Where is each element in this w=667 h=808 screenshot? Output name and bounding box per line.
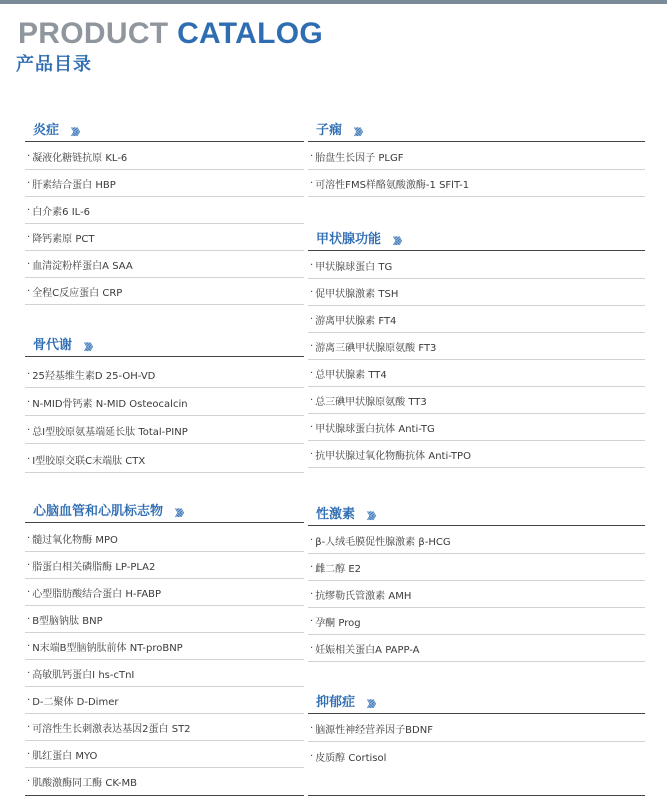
item-text: 高敏肌钙蛋白I hs-cTnI [32, 669, 135, 681]
section-title: 抑郁症 [316, 695, 356, 710]
bullet-icon: · [27, 231, 31, 243]
list-item [308, 715, 645, 742]
chevrons-icon: 》》》》 [84, 343, 95, 353]
bullet-icon: · [310, 340, 314, 352]
item-text: 心型脂肪酸结合蛋白 H-FABP [32, 588, 162, 600]
bullet-icon: · [27, 640, 31, 652]
section-title: 性激素 [316, 507, 356, 522]
item-text: 抗缪勒氏管激素 AMH [315, 590, 412, 602]
item-text: B型脑钠肽 BNP [32, 615, 103, 627]
title-part-catalog: CATALOG [177, 17, 324, 50]
item-text: 肌酸激酶同工酶 CK-MB [32, 778, 137, 789]
list-item [308, 170, 645, 197]
list-item [25, 224, 304, 251]
bullet-icon: · [310, 394, 314, 406]
list-item [25, 417, 304, 444]
item-text: 脑源性神经营养因子BDNF [315, 724, 433, 736]
bullet-icon: · [310, 259, 314, 271]
item-text: 胎盘生长因子 PLGF [315, 152, 404, 164]
item-text: 可溶性生长刺激表达基因2蛋白 ST2 [32, 723, 191, 735]
list-item [25, 633, 304, 660]
chevrons-icon: 》》》》 [367, 512, 378, 522]
list-item [25, 446, 304, 473]
list-item [308, 252, 645, 279]
list-item [25, 170, 304, 197]
item-text: 妊娠相关蛋白A PAPP-A [315, 644, 420, 656]
item-text: β-人绒毛膜促性腺激素 β-HCG [315, 536, 451, 548]
list-item [308, 527, 645, 554]
bullet-icon: · [27, 424, 31, 436]
list-item [25, 143, 304, 170]
bullet-icon: · [310, 286, 314, 298]
page-subtitle: 产品目录 [16, 54, 92, 75]
list-item [25, 606, 304, 633]
item-text: 总甲状腺素 TT4 [315, 369, 387, 381]
section-header-preeclampsia [308, 116, 645, 142]
item-text: D-二聚体 D-Dimer [32, 696, 119, 708]
bullet-icon: · [27, 748, 31, 760]
bullet-icon: · [27, 694, 31, 706]
bullet-icon: · [310, 588, 314, 600]
list-item [25, 741, 304, 768]
item-text: 皮质醇 Cortisol [315, 753, 387, 764]
item-text: 降钙素原 PCT [32, 233, 95, 245]
section-title: 骨代谢 [33, 338, 73, 353]
list-item [308, 608, 645, 635]
bullet-icon: · [27, 285, 31, 297]
top-accent-bar [0, 0, 667, 4]
list-item [308, 333, 645, 360]
list-item [25, 197, 304, 224]
list-item [25, 660, 304, 687]
bullet-icon: · [27, 532, 31, 544]
title-part-product: PRODUCT [18, 17, 178, 50]
bullet-icon: · [310, 615, 314, 627]
item-text: 全程C反应蛋白 CRP [32, 287, 123, 299]
section-header-thyroid [308, 225, 645, 251]
item-text: 脂蛋白相关磷脂酶 LP-PLA2 [32, 561, 156, 573]
bullet-icon: · [310, 448, 314, 460]
list-item [308, 581, 645, 608]
section-title: 甲状腺功能 [316, 232, 382, 247]
chevrons-icon: 》》》》 [367, 700, 378, 710]
list-item [25, 278, 304, 305]
list-item [308, 387, 645, 414]
list-item [308, 143, 645, 170]
list-item [308, 279, 645, 306]
item-text: 甲状腺球蛋白抗体 Anti-TG [315, 423, 435, 435]
list-item [25, 552, 304, 579]
list-item [25, 714, 304, 741]
bullet-icon: · [310, 367, 314, 379]
divider [308, 795, 645, 796]
bullet-icon: · [27, 396, 31, 408]
list-item [25, 579, 304, 606]
item-text: 促甲状腺激素 TSH [315, 288, 399, 300]
bullet-icon: · [310, 150, 314, 162]
bullet-icon: · [27, 721, 31, 733]
section-header-cardio [25, 497, 304, 523]
list-item [25, 251, 304, 278]
list-item [308, 441, 645, 468]
bullet-icon: · [27, 150, 31, 162]
section-title: 子痫 [316, 123, 343, 138]
item-text: 血清淀粉样蛋白A SAA [32, 260, 133, 272]
chevrons-icon: 》》》》 [71, 128, 82, 138]
list-item [25, 687, 304, 714]
bullet-icon: · [27, 559, 31, 571]
bullet-icon: · [27, 453, 31, 465]
item-text: N-MID骨钙素 N-MID Osteocalcin [32, 398, 188, 410]
bullet-icon: · [27, 586, 31, 598]
page-title [18, 14, 323, 54]
chevrons-icon: 》》》》 [393, 237, 404, 247]
list-item [308, 414, 645, 441]
item-text: 可溶性FMS样酪氨酸激酶-1 SFlT-1 [315, 179, 470, 191]
item-text: 雌二醇 E2 [315, 563, 362, 575]
list-item [308, 306, 645, 333]
item-text: 肌红蛋白 MYO [32, 750, 98, 762]
item-text: 25羟基维生素D 25-OH-VD [32, 370, 156, 382]
bullet-icon: · [310, 561, 314, 573]
item-text: 凝液化糖链抗原 KL-6 [32, 152, 128, 164]
bullet-icon: · [310, 722, 314, 734]
bullet-icon: · [27, 776, 31, 787]
item-text: 孕酮 Prog [315, 617, 361, 629]
bullet-icon: · [27, 258, 31, 270]
bullet-icon: · [310, 642, 314, 654]
item-text: 甲状腺球蛋白 TG [315, 261, 393, 273]
item-text: N末端B型脑钠肽前体 NT-proBNP [32, 642, 183, 654]
list-item [25, 768, 304, 795]
item-text: 游离三碘甲状腺原氨酸 FT3 [315, 342, 437, 354]
section-header-bone [25, 331, 304, 357]
bullet-icon: · [27, 204, 31, 216]
item-text: 白介素6 IL-6 [32, 206, 91, 218]
section-header-depression [308, 688, 645, 714]
list-item [308, 554, 645, 581]
bullet-icon: · [27, 667, 31, 679]
section-title: 炎症 [33, 123, 60, 138]
bullet-icon: · [310, 177, 314, 189]
bullet-icon: · [310, 751, 314, 762]
bullet-icon: · [310, 421, 314, 433]
list-item [25, 525, 304, 552]
list-item [308, 635, 645, 662]
chevrons-icon: 》》》》 [175, 509, 186, 519]
item-text: 抗甲状腺过氧化物酶抗体 Anti-TPO [315, 450, 471, 462]
list-item [25, 389, 304, 416]
list-item [308, 360, 645, 387]
section-title: 心脑血管和心肌标志物 [33, 504, 164, 519]
list-item [308, 743, 645, 770]
bullet-icon: · [27, 613, 31, 625]
item-text: 髓过氧化物酶 MPO [32, 534, 118, 546]
bullet-icon: · [27, 177, 31, 189]
bullet-icon: · [27, 368, 31, 380]
item-text: 总I型胶原氨基端延长肽 Total-PINP [32, 426, 188, 438]
item-text: 肝素结合蛋白 HBP [32, 179, 116, 191]
section-header-hormone [308, 500, 645, 526]
section-header-inflammation [25, 116, 304, 142]
chevrons-icon: 》》》》 [354, 128, 365, 138]
list-item [25, 361, 304, 388]
bullet-icon: · [310, 534, 314, 546]
item-text: 总三碘甲状腺原氨酸 TT3 [315, 396, 427, 408]
divider [25, 795, 304, 796]
item-text: I型胶原交联C末端肽 CTX [32, 455, 146, 467]
item-text: 游离甲状腺素 FT4 [315, 315, 397, 327]
bullet-icon: · [310, 313, 314, 325]
